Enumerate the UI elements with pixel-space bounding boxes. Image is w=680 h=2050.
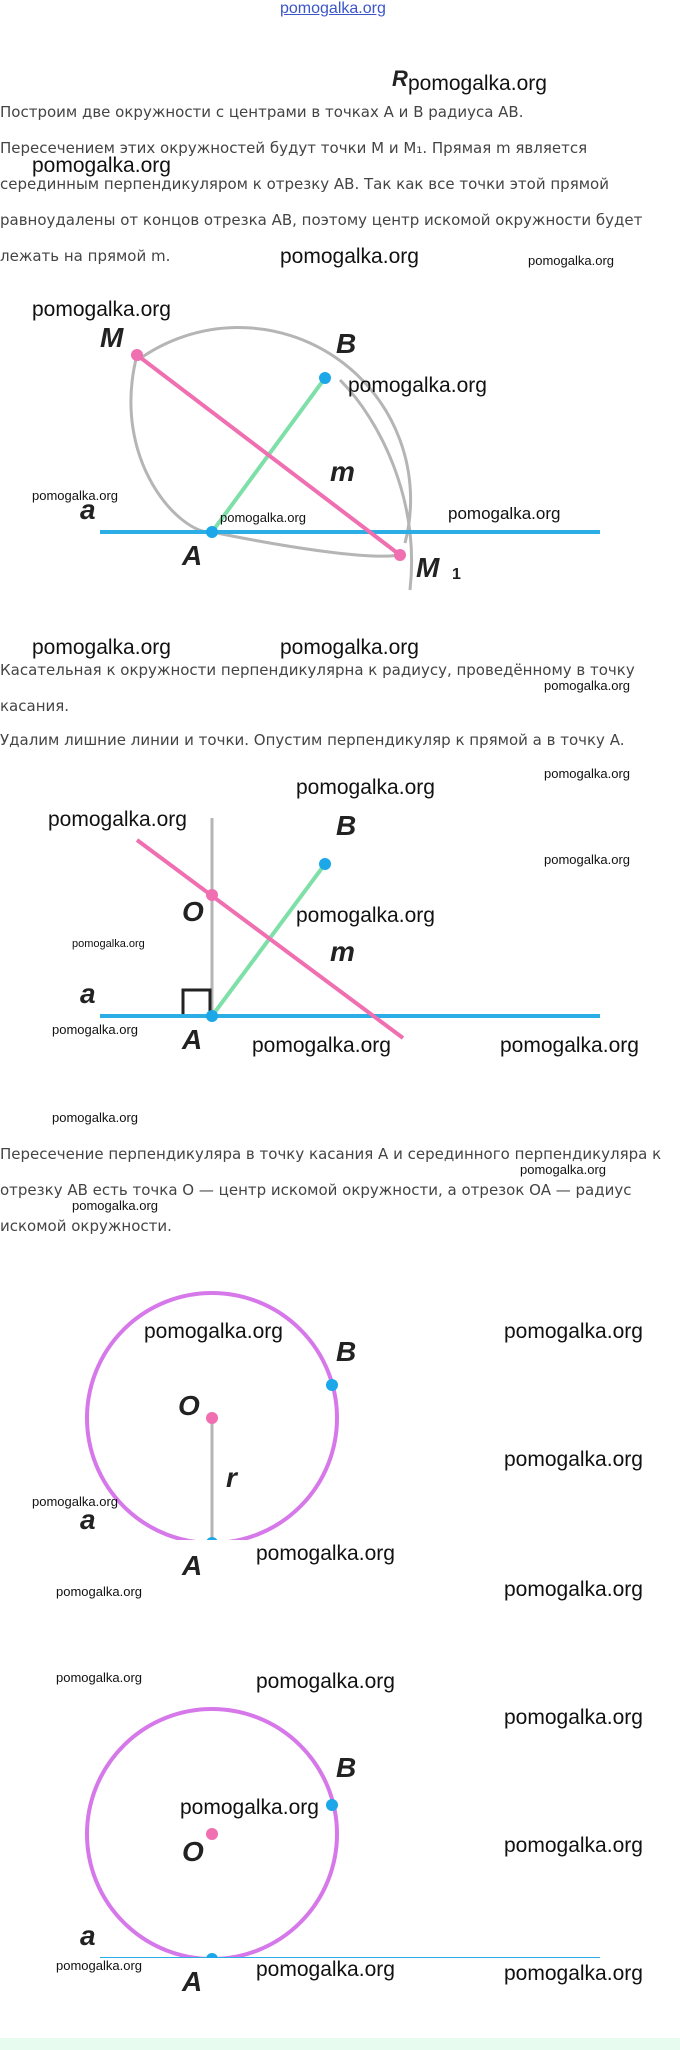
watermark: pomogalka.org: [528, 253, 614, 268]
watermark: pomogalka.org: [448, 504, 561, 523]
watermark: pomogalka.org: [408, 72, 547, 95]
line-m: [137, 840, 403, 1038]
label-b-point: B: [336, 1336, 357, 1367]
label-line-a: a: [80, 1504, 96, 1535]
watermark: pomogalka.org: [296, 904, 435, 927]
watermark: pomogalka.org: [500, 1034, 639, 1057]
watermark: pomogalka.org: [32, 154, 171, 177]
bottom-bar: [0, 2038, 680, 2050]
watermark: pomogalka.org: [180, 1796, 319, 1819]
circle-arc-left: [112, 344, 230, 370]
label-a-point: A: [182, 1550, 203, 1581]
point-b: [319, 858, 331, 870]
watermark: pomogalka.org: [52, 1022, 138, 1037]
watermark: pomogalka.org: [52, 1110, 138, 1125]
watermark: pomogalka.org: [56, 1958, 142, 1973]
watermark: pomogalka.org: [32, 298, 171, 321]
point-o: [206, 889, 218, 901]
label-a-point: A: [182, 1024, 203, 1055]
watermark: pomogalka.org: [296, 776, 435, 799]
point-o: [206, 1828, 218, 1840]
watermark: pomogalka.org: [220, 510, 306, 525]
label-a-point: A: [182, 1966, 203, 1997]
right-angle-mark: [183, 990, 210, 1016]
point-a: [206, 1537, 218, 1540]
watermark: pomogalka.org: [252, 1034, 391, 1057]
label-o-point: O: [178, 1390, 200, 1421]
watermark: pomogalka.org: [504, 1578, 643, 1601]
watermark: pomogalka.org: [504, 1448, 643, 1471]
watermark: pomogalka.org: [72, 1198, 158, 1213]
watermark: pomogalka.org: [504, 1320, 643, 1343]
watermark: pomogalka.org: [504, 1962, 643, 1985]
header-watermark-link[interactable]: pomogalka.org: [280, 0, 386, 17]
circle-center-a-left: [110, 352, 120, 370]
label-m1-subscript: 1: [452, 566, 461, 583]
point-o: [206, 1412, 218, 1424]
label-b-point: B: [336, 328, 357, 359]
text3-paragraph-1: Пересечение перпендикуляра в точку касания A и серединного перпендикуляра к отрезку AB есть точка O — центр искомой окружности, а отрезок OA — радиус искомой окружности.: [0, 1145, 662, 1235]
watermark: pomogalka.org: [56, 1584, 142, 1599]
watermark: pomogalka.org: [544, 766, 630, 781]
watermark: pomogalka.org: [348, 374, 487, 397]
label-o-point: O: [182, 896, 204, 927]
text2-paragraph-1: Касательная к окружности перпендикулярна к радиусу, проведённому в точку касания.: [0, 661, 635, 715]
watermark: pomogalka.org: [280, 245, 419, 268]
watermark: pomogalka.org: [280, 636, 419, 659]
watermark: pomogalka.org: [256, 1542, 395, 1565]
label-b-point: B: [336, 810, 357, 841]
point-a: [206, 526, 218, 538]
label-line-a: a: [80, 494, 96, 525]
lead-letter: R: [392, 66, 408, 91]
watermark: pomogalka.org: [48, 808, 187, 831]
label-b-point: B: [336, 1752, 357, 1783]
point-b: [319, 372, 331, 384]
text2-paragraph-2: Удалим лишние линии и точки. Опустим перпендикуляр к прямой a в точку A.: [0, 731, 625, 749]
point-b: [326, 1799, 338, 1811]
watermark: pomogalka.org: [32, 636, 171, 659]
label-a-point: A: [182, 540, 203, 571]
watermark: pomogalka.org: [144, 1320, 283, 1343]
watermark: pomogalka.org: [72, 938, 145, 950]
point-a: [206, 1010, 218, 1022]
figure-4-result: [0, 1698, 680, 1958]
intro-paragraph-1: Построим две окружности с центрами в точках A и B радиуса AB.: [0, 103, 524, 121]
point-m1: [394, 549, 406, 561]
label-line-m: m: [330, 936, 355, 967]
watermark: pomogalka.org: [544, 852, 630, 867]
watermark: pomogalka.org: [32, 488, 118, 503]
watermark: pomogalka.org: [32, 1494, 118, 1509]
point-a: [206, 1953, 218, 1958]
point-m: [131, 349, 143, 361]
watermark: pomogalka.org: [256, 1670, 395, 1693]
label-radius-r: r: [226, 1462, 237, 1493]
label-line-a: a: [80, 978, 96, 1009]
label-m-point: M: [100, 322, 124, 353]
label-o-point: O: [182, 1836, 204, 1867]
label-line-m: m: [330, 456, 355, 487]
label-m1-point: M: [416, 552, 440, 583]
watermark: pomogalka.org: [544, 678, 630, 693]
watermark: pomogalka.org: [520, 1162, 606, 1177]
watermark: pomogalka.org: [504, 1706, 643, 1729]
intro-paragraph-2: Пересечением этих окружностей будут точки M и M₁. Прямая m является серединным перпендикуляром к отрезку AB. Так как все точки этой прямой равноудалены от концов отрезка AB, поэтому центр искомой окружности будет лежать на прямой m.: [0, 139, 643, 265]
label-line-a: a: [80, 1920, 96, 1951]
point-b: [326, 1379, 338, 1391]
watermark: pomogalka.org: [504, 1834, 643, 1857]
watermark: pomogalka.org: [56, 1670, 142, 1685]
watermark: pomogalka.org: [256, 1958, 395, 1981]
